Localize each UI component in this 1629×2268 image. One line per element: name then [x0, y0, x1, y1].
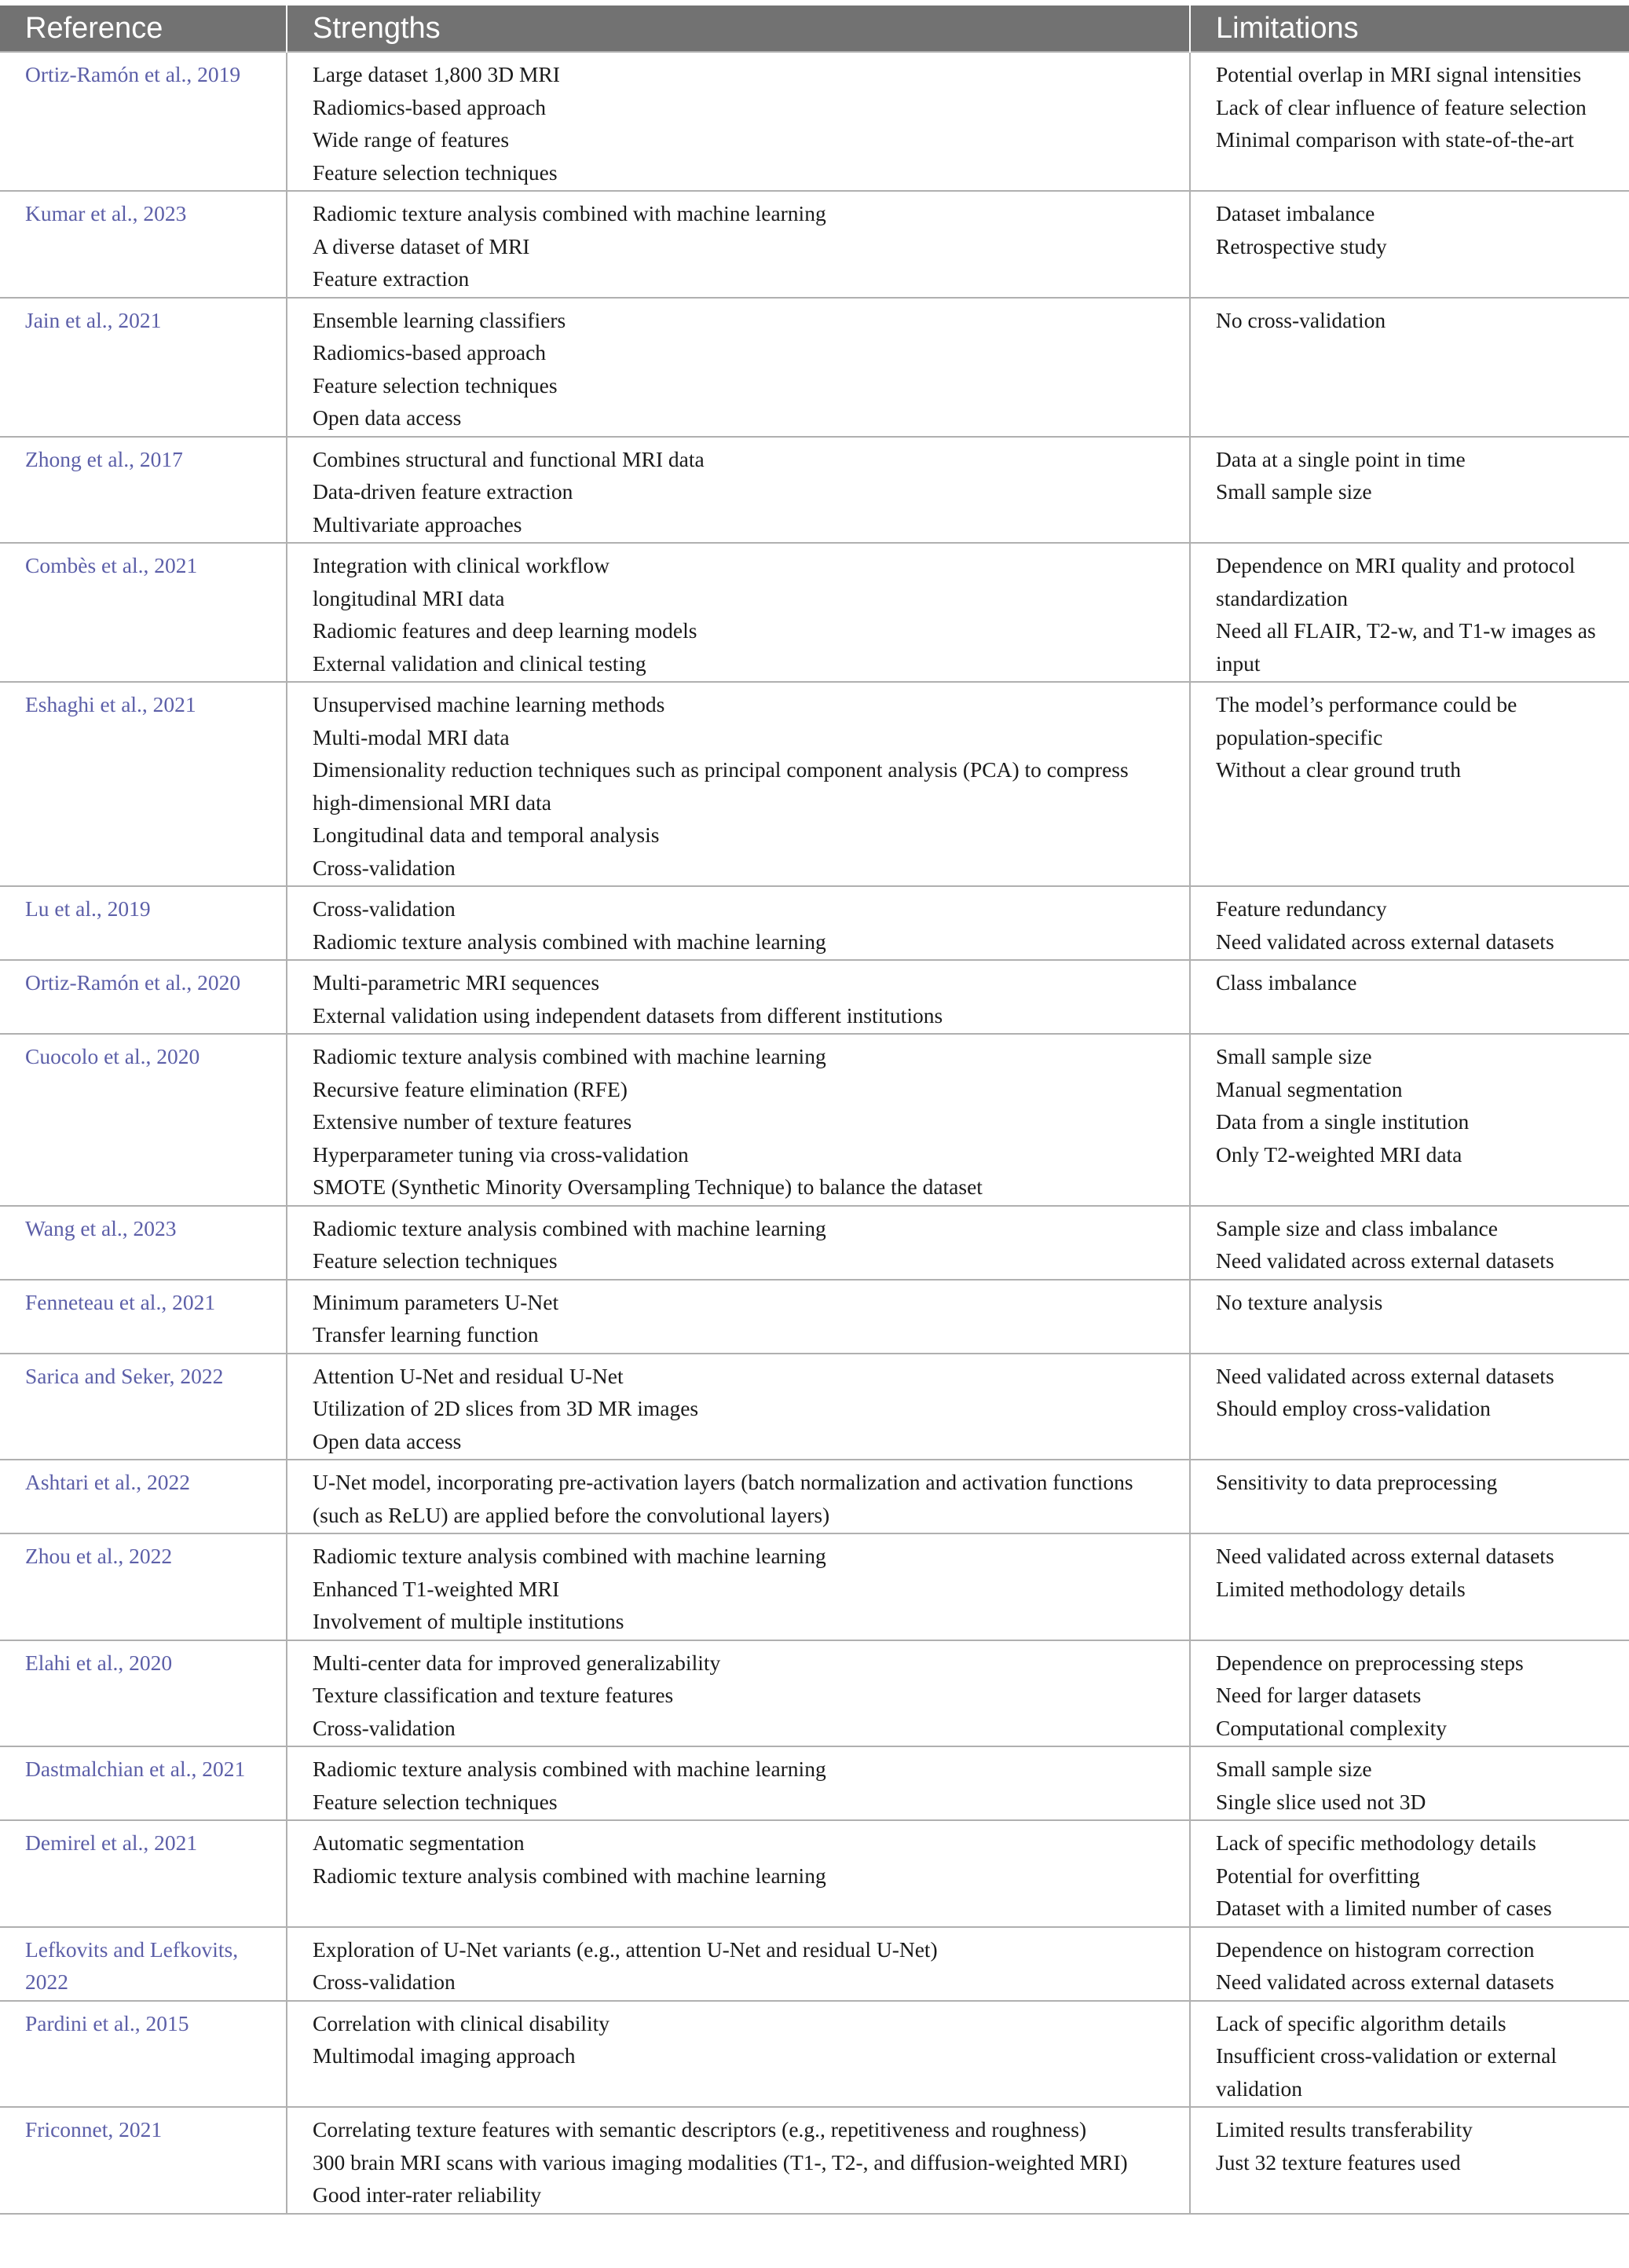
table-row	[0, 437, 1629, 544]
limitation-item: Dependence on preprocessing steps	[1216, 1650, 1524, 1675]
strength-item: longitudinal MRI data	[313, 585, 505, 610]
strengths-cell	[287, 1354, 1190, 1460]
limitation-item: The model’s performance could be population-specific	[1216, 692, 1517, 749]
reference-cell	[0, 2107, 287, 2214]
reference-link[interactable]: Cuocolo et al., 2020	[25, 1044, 200, 1068]
strength-item: Multivariate approaches	[313, 511, 522, 537]
reference-link[interactable]: Ortiz-Ramón et al., 2020	[25, 970, 241, 995]
header-limitations: Limitations	[1190, 5, 1629, 52]
reference-cell	[0, 682, 287, 886]
limitations-cell	[1190, 298, 1629, 437]
strength-item: Feature selection techniques	[313, 1789, 558, 1814]
comparison-table	[0, 5, 1629, 2215]
reference-cell	[0, 1034, 287, 1206]
strength-item: Radiomic texture analysis combined with machine learning	[313, 201, 826, 225]
reference-cell	[0, 1460, 287, 1533]
reference-link[interactable]: Zhong et al., 2017	[25, 446, 183, 471]
table-row	[0, 886, 1629, 960]
limitation-item: Feature redundancy	[1216, 896, 1387, 921]
strengths-cell	[287, 1280, 1190, 1354]
strength-item: Correlating texture features with semantic descriptors (e.g., repetitiveness and roughness)	[313, 2117, 1087, 2142]
table-row	[0, 52, 1629, 191]
table-row	[0, 1354, 1629, 1460]
limitation-item: Minimal comparison with state-of-the-art	[1216, 127, 1574, 152]
strengths-cell	[287, 298, 1190, 437]
table-body	[0, 52, 1629, 2214]
limitations-cell	[1190, 437, 1629, 544]
strengths-cell	[287, 191, 1190, 298]
strength-item: Transfer learning function	[313, 1322, 539, 1347]
limitation-item: Need for larger datasets	[1216, 1683, 1422, 1707]
limitation-item: Without a clear ground truth	[1216, 757, 1461, 782]
limitation-item: Manual segmentation	[1216, 1076, 1403, 1101]
limitation-item: Limited results transferability	[1216, 2117, 1473, 2142]
reference-link[interactable]: Zhou et al., 2022	[25, 1544, 173, 1568]
limitation-item: Just 32 texture features used	[1216, 2149, 1461, 2175]
table-row	[0, 298, 1629, 437]
limitation-item: Potential for overfitting	[1216, 1863, 1420, 1888]
table-row	[0, 1746, 1629, 1820]
strength-item: Open data access	[313, 1428, 462, 1453]
table-row	[0, 1533, 1629, 1640]
strength-item: Integration with clinical workflow	[313, 553, 610, 577]
strength-item: Open data access	[313, 405, 462, 430]
strengths-cell	[287, 1533, 1190, 1640]
strength-item: Longitudinal data and temporal analysis	[313, 823, 660, 847]
reference-link[interactable]: Lefkovits and Lefkovits, 2022	[25, 1936, 239, 1994]
limitation-item: Need all FLAIR, T2-w, and T1-w images as input	[1216, 618, 1596, 676]
limitations-cell	[1190, 960, 1629, 1034]
strengths-cell	[287, 1746, 1190, 1820]
table-row	[0, 2107, 1629, 2214]
limitation-item: Single slice used not 3D	[1216, 1789, 1426, 1814]
strength-item: Cross-validation	[313, 1715, 456, 1740]
strength-item: Radiomic texture analysis combined with machine learning	[313, 1863, 826, 1888]
strength-item: Radiomic texture analysis combined with machine learning	[313, 1544, 826, 1568]
strength-item: U-Net model, incorporating pre-activation layers (batch normalization and activation functions (such as ReLU) are applied before the convolutional layers)	[313, 1470, 1133, 1527]
reference-link[interactable]: Kumar et al., 2023	[25, 201, 187, 225]
strength-item: Multi-center data for improved generalizability	[313, 1650, 721, 1675]
table-row	[0, 1460, 1629, 1533]
reference-cell	[0, 543, 287, 682]
strengths-cell	[287, 2107, 1190, 2214]
limitation-item: Class imbalance	[1216, 970, 1357, 995]
reference-cell	[0, 1280, 287, 1354]
strength-item: Radiomic features and deep learning models	[313, 618, 697, 643]
strengths-cell	[287, 1206, 1190, 1280]
strength-item: Texture classification and texture features	[313, 1683, 674, 1707]
limitations-cell	[1190, 543, 1629, 682]
strength-item: Cross-validation	[313, 1969, 456, 1994]
limitation-item: Sample size and class imbalance	[1216, 1215, 1498, 1240]
strength-item: Dimensionality reduction techniques such as principal component analysis (PCA) to compress high-dimensional MRI data	[313, 757, 1129, 815]
strengths-cell	[287, 1640, 1190, 1747]
strength-item: Cross-validation	[313, 896, 456, 921]
table-row	[0, 1820, 1629, 1927]
limitation-item: Need validated across external datasets	[1216, 1544, 1554, 1568]
reference-cell	[0, 1640, 287, 1747]
limitations-cell	[1190, 1280, 1629, 1354]
limitations-cell	[1190, 52, 1629, 191]
header-strengths: Strengths	[287, 5, 1190, 52]
limitation-item: Lack of specific algorithm details	[1216, 2010, 1506, 2035]
limitation-item: Sensitivity to data preprocessing	[1216, 1470, 1498, 1494]
strength-item: Enhanced T1-weighted MRI	[313, 1576, 560, 1601]
strength-item: Radiomic texture analysis combined with machine learning	[313, 1044, 826, 1068]
limitation-item: Computational complexity	[1216, 1715, 1448, 1740]
strength-item: Multimodal imaging approach	[313, 2043, 576, 2068]
strengths-cell	[287, 52, 1190, 191]
limitations-cell	[1190, 1640, 1629, 1747]
strengths-cell	[287, 437, 1190, 544]
limitation-item: Data from a single institution	[1216, 1109, 1470, 1134]
strengths-cell	[287, 1820, 1190, 1927]
strength-item: Utilization of 2D slices from 3D MR images	[313, 1396, 699, 1420]
reference-link[interactable]: Ashtari et al., 2022	[25, 1470, 191, 1494]
strength-item: SMOTE (Synthetic Minority Oversampling Technique) to balance the dataset	[313, 1174, 983, 1199]
reference-link[interactable]: Eshaghi et al., 2021	[25, 692, 196, 716]
limitation-item: Need validated across external datasets	[1216, 929, 1554, 954]
limitations-cell	[1190, 1746, 1629, 1820]
strength-item: Feature selection techniques	[313, 372, 558, 398]
reference-link[interactable]: Elahi et al., 2020	[25, 1650, 173, 1675]
reference-link[interactable]: Demirel et al., 2021	[25, 1830, 198, 1855]
limitations-cell	[1190, 191, 1629, 298]
strength-item: Involvement of multiple institutions	[313, 1609, 624, 1633]
reference-cell	[0, 960, 287, 1034]
limitation-item: Should employ cross-validation	[1216, 1396, 1491, 1420]
limitation-item: Lack of clear influence of feature selection	[1216, 94, 1587, 119]
strength-item: Radiomics-based approach	[313, 340, 547, 365]
limitations-cell	[1190, 1927, 1629, 2001]
strength-item: Radiomic texture analysis combined with machine learning	[313, 1215, 826, 1240]
table-row	[0, 682, 1629, 886]
strength-item: Exploration of U-Net variants (e.g., attention U-Net and residual U-Net)	[313, 1936, 938, 1962]
limitations-cell	[1190, 1533, 1629, 1640]
reference-link[interactable]: Jain et al., 2021	[25, 307, 162, 332]
limitation-item: Only T2-weighted MRI data	[1216, 1141, 1462, 1167]
strength-item: Radiomic texture analysis combined with machine learning	[313, 1757, 826, 1781]
strength-item: Unsupervised machine learning methods	[313, 692, 665, 716]
limitations-cell	[1190, 1354, 1629, 1460]
table-row	[0, 1206, 1629, 1280]
reference-link[interactable]: Sarica and Seker, 2022	[25, 1363, 224, 1388]
reference-cell	[0, 1533, 287, 1640]
reference-cell	[0, 298, 287, 437]
limitation-item: No texture analysis	[1216, 1289, 1383, 1314]
reference-link[interactable]: Friconnet, 2021	[25, 2117, 163, 2142]
reference-link[interactable]: Lu et al., 2019	[25, 896, 151, 921]
table-row	[0, 1640, 1629, 1747]
table-row	[0, 1927, 1629, 2001]
table-row	[0, 2001, 1629, 2108]
limitations-cell	[1190, 1206, 1629, 1280]
strength-item: Extensive number of texture features	[313, 1109, 632, 1134]
strength-item: Feature selection techniques	[313, 1248, 558, 1273]
strengths-cell	[287, 543, 1190, 682]
limitations-cell	[1190, 2001, 1629, 2108]
strengths-cell	[287, 2001, 1190, 2108]
table-row	[0, 543, 1629, 682]
strengths-cell	[287, 886, 1190, 960]
strength-item: Combines structural and functional MRI data	[313, 446, 705, 471]
reference-cell	[0, 886, 287, 960]
limitation-item: Small sample size	[1216, 1757, 1372, 1781]
limitations-cell	[1190, 1460, 1629, 1533]
reference-cell	[0, 191, 287, 298]
limitations-cell	[1190, 1034, 1629, 1206]
limitation-item: Small sample size	[1216, 1044, 1372, 1068]
strength-item: Wide range of features	[313, 127, 510, 152]
strength-item: Hyperparameter tuning via cross-validation	[313, 1141, 689, 1167]
limitation-item: Data at a single point in time	[1216, 446, 1466, 471]
limitation-item: Need validated across external datasets	[1216, 1969, 1554, 1994]
strengths-cell	[287, 1927, 1190, 2001]
strengths-cell	[287, 960, 1190, 1034]
strength-item: Feature extraction	[313, 266, 470, 291]
strength-item: Multi-modal MRI data	[313, 724, 510, 749]
reference-cell	[0, 2001, 287, 2108]
reference-cell	[0, 1820, 287, 1927]
header-reference: Reference	[0, 5, 287, 52]
limitation-item: Dataset with a limited number of cases	[1216, 1896, 1552, 1920]
limitation-item: Insufficient cross-validation or external validation	[1216, 2043, 1557, 2101]
reference-cell	[0, 437, 287, 544]
strength-item: Good inter-rater reliability	[313, 2182, 542, 2207]
reference-cell	[0, 1927, 287, 2001]
reference-link[interactable]: Fenneteau et al., 2021	[25, 1289, 216, 1314]
reference-link[interactable]: Combès et al., 2021	[25, 553, 198, 577]
strength-item: Large dataset 1,800 3D MRI	[313, 62, 560, 86]
limitation-item: Dependence on MRI quality and protocol standardization	[1216, 553, 1576, 610]
strength-item: 300 brain MRI scans with various imaging modalities (T1-, T2-, and diffusion-weighted MRI)	[313, 2149, 1128, 2175]
limitation-item: Limited methodology details	[1216, 1576, 1466, 1601]
reference-link[interactable]: Ortiz-Ramón et al., 2019	[25, 62, 241, 86]
limitation-item: Lack of specific methodology details	[1216, 1830, 1536, 1855]
reference-link[interactable]: Wang et al., 2023	[25, 1215, 177, 1240]
strength-item: Attention U-Net and residual U-Net	[313, 1363, 624, 1388]
reference-cell	[0, 1354, 287, 1460]
limitation-item: Need validated across external datasets	[1216, 1363, 1554, 1388]
limitation-item: Dataset imbalance	[1216, 201, 1375, 225]
reference-cell	[0, 1206, 287, 1280]
limitation-item: Need validated across external datasets	[1216, 1248, 1554, 1273]
strengths-cell	[287, 1034, 1190, 1206]
strength-item: Cross-validation	[313, 855, 456, 880]
strength-item: Data-driven feature extraction	[313, 479, 573, 504]
reference-link[interactable]: Pardini et al., 2015	[25, 2010, 189, 2035]
reference-cell	[0, 52, 287, 191]
limitation-item: Dependence on histogram correction	[1216, 1936, 1535, 1962]
limitation-item: Retrospective study	[1216, 233, 1387, 258]
table-row	[0, 1280, 1629, 1354]
strength-item: Feature selection techniques	[313, 159, 558, 185]
limitations-cell	[1190, 1820, 1629, 1927]
strength-item: Radiomic texture analysis combined with machine learning	[313, 929, 826, 954]
strength-item: A diverse dataset of MRI	[313, 233, 530, 258]
strength-item: Multi-parametric MRI sequences	[313, 970, 600, 995]
table-row	[0, 960, 1629, 1034]
strength-item: Recursive feature elimination (RFE)	[313, 1076, 628, 1101]
strength-item: Correlation with clinical disability	[313, 2010, 610, 2035]
header-row	[0, 5, 1629, 52]
strength-item: Ensemble learning classifiers	[313, 307, 566, 332]
limitation-item: No cross-validation	[1216, 307, 1386, 332]
reference-link[interactable]: Dastmalchian et al., 2021	[25, 1757, 246, 1781]
strength-item: External validation using independent datasets from different institutions	[313, 1002, 943, 1028]
limitations-cell	[1190, 2107, 1629, 2214]
table-row	[0, 1034, 1629, 1206]
table-row	[0, 191, 1629, 298]
strengths-cell	[287, 682, 1190, 886]
limitation-item: Potential overlap in MRI signal intensities	[1216, 62, 1582, 86]
reference-cell	[0, 1746, 287, 1820]
limitation-item: Small sample size	[1216, 479, 1372, 504]
strength-item: External validation and clinical testing	[313, 650, 646, 676]
strength-item: Radiomics-based approach	[313, 94, 547, 119]
strength-item: Minimum parameters U-Net	[313, 1289, 559, 1314]
strengths-cell	[287, 1460, 1190, 1533]
strength-item: Automatic segmentation	[313, 1830, 525, 1855]
limitations-cell	[1190, 682, 1629, 886]
limitations-cell	[1190, 886, 1629, 960]
